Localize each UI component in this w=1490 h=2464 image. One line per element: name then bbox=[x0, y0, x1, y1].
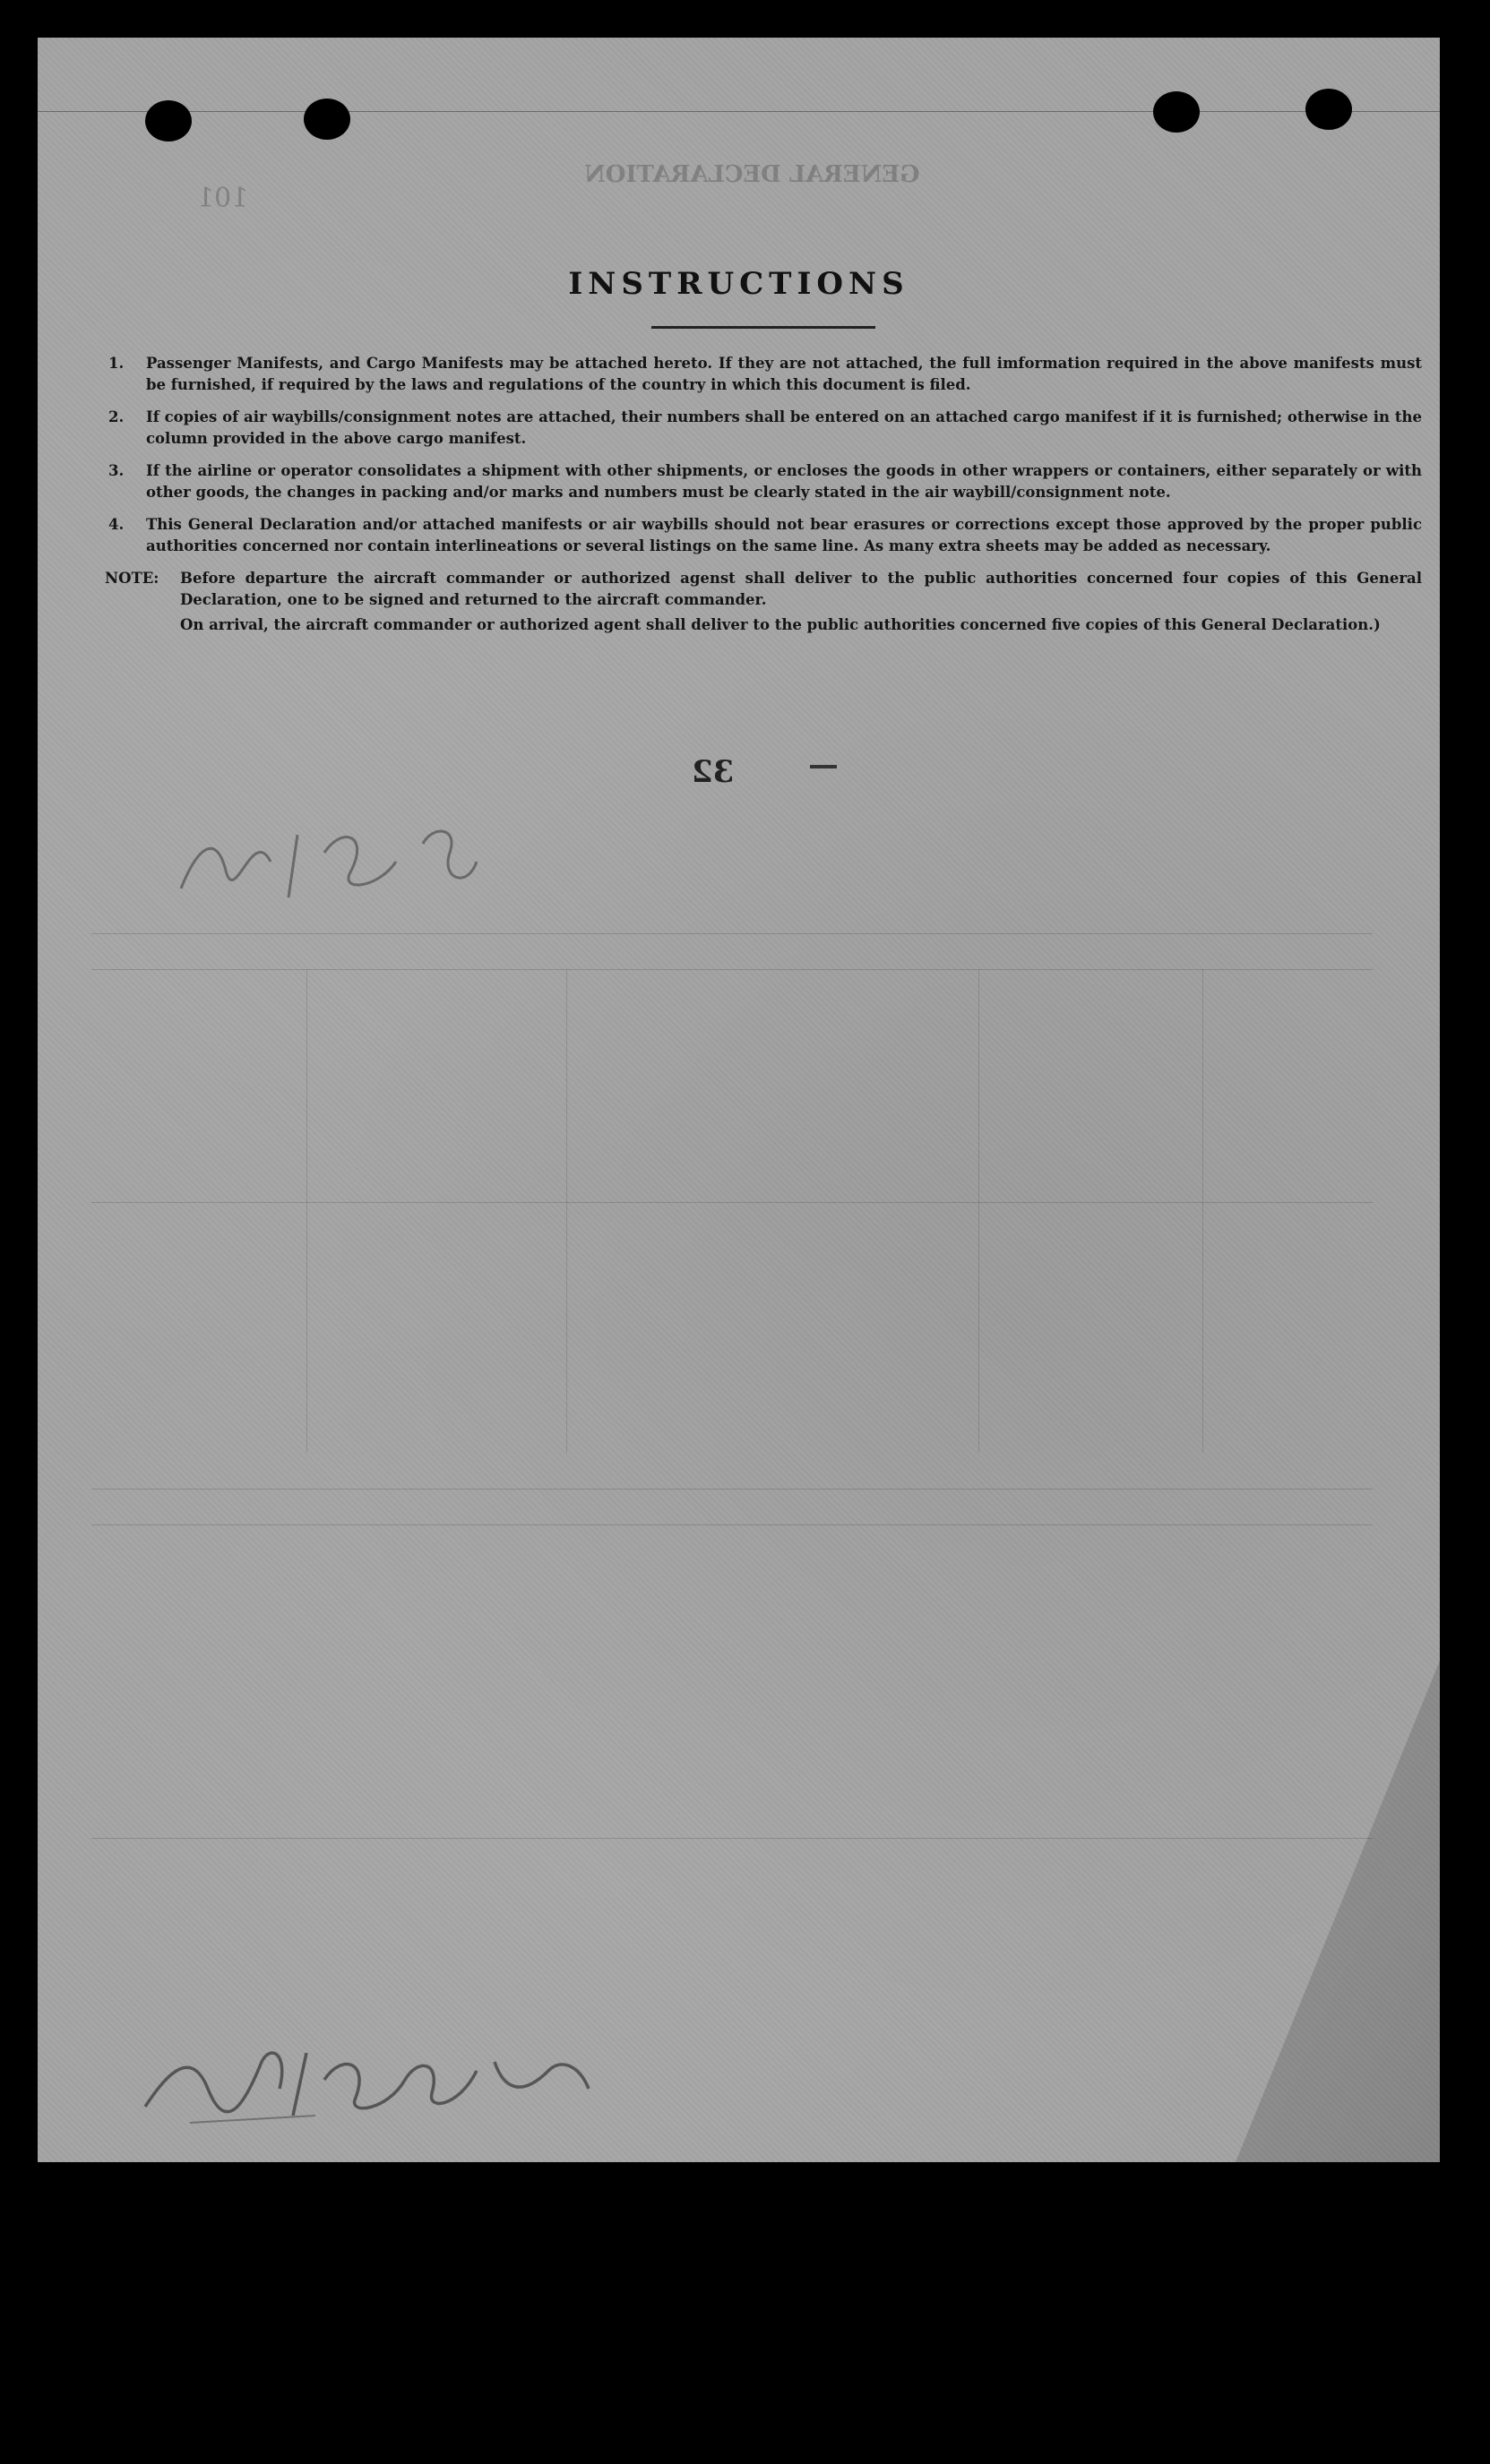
bleed-through-rule bbox=[91, 1202, 1373, 1203]
top-rule bbox=[38, 111, 1440, 112]
note-text: Before departure the aircraft commander or authorized agenst shall deliver to the public authorities concerned four copies of this General Declaration, one to be signed and returned to the aircraft commander. bbox=[180, 570, 1422, 608]
note-item bbox=[105, 568, 1422, 611]
item-number: 1. bbox=[108, 355, 125, 372]
bleed-through-heading: GENERAL DECLARATION bbox=[584, 161, 920, 188]
bleed-through-rule bbox=[91, 933, 1373, 934]
item-text: If the airline or operator consolidates a shipment with other shipments, or encloses the goods in other wrappers or containers, either separately or with other goods, the changes in packing and/or marks and numbers must be clearly stated in the air waybill/consignment note. bbox=[146, 462, 1422, 501]
item-number: 4. bbox=[108, 516, 125, 533]
punch-hole bbox=[1305, 89, 1352, 130]
bleed-through-rule bbox=[91, 1838, 1373, 1839]
page-number: 32 bbox=[692, 754, 735, 790]
note-label: NOTE: bbox=[105, 570, 159, 587]
instruction-item bbox=[105, 460, 1422, 503]
punch-hole bbox=[145, 100, 192, 142]
page-title: INSTRUCTIONS bbox=[568, 266, 909, 302]
signature-mark bbox=[136, 2026, 602, 2133]
bleed-through-column bbox=[1202, 969, 1203, 1453]
item-text: If copies of air waybills/consignment notes are attached, their numbers shall be entered on an attached cargo manifest if it is furnished; otherwise in the column provided in the above cargo manifest. bbox=[146, 408, 1422, 447]
item-text: This General Declaration and/or attached manifests or air waybills should not bear erasures or corrections except those approved by the proper public authorities concerned nor contain interlineations or several listings on the same line. As many extra sheets may be added as necessary. bbox=[146, 516, 1422, 554]
bleed-through-column bbox=[306, 969, 307, 1453]
instruction-item bbox=[105, 514, 1422, 557]
instruction-item bbox=[105, 353, 1422, 396]
dash-mark bbox=[810, 765, 837, 768]
instruction-item bbox=[105, 407, 1422, 450]
punch-hole bbox=[304, 99, 350, 140]
bleed-through-number: 101 bbox=[197, 183, 249, 214]
item-text: Passenger Manifests, and Cargo Manifests may be attached hereto. If they are not attached, the full imformation required in the above manifests must be furnished, if required by the laws and regulations of the country in which this document is filed. bbox=[146, 355, 1422, 393]
bleed-through-column bbox=[978, 969, 979, 1453]
document-page bbox=[38, 38, 1440, 2162]
bleed-through-rule bbox=[91, 1524, 1373, 1525]
note-continuation: On arrival, the aircraft commander or authorized agent shall deliver to the public authorities concerned five copies of this General Declaration.) bbox=[180, 616, 1381, 633]
instructions-list bbox=[105, 353, 1422, 636]
bleed-through-handwriting bbox=[163, 808, 486, 906]
bleed-through-rule bbox=[91, 1489, 1373, 1490]
item-number: 3. bbox=[108, 462, 125, 479]
page-fold-shadow bbox=[1099, 1661, 1440, 2162]
item-number: 2. bbox=[108, 408, 125, 425]
bleed-through-rule bbox=[91, 969, 1373, 970]
bleed-through-column bbox=[566, 969, 567, 1453]
punch-hole bbox=[1153, 91, 1200, 133]
title-underline bbox=[651, 326, 875, 329]
